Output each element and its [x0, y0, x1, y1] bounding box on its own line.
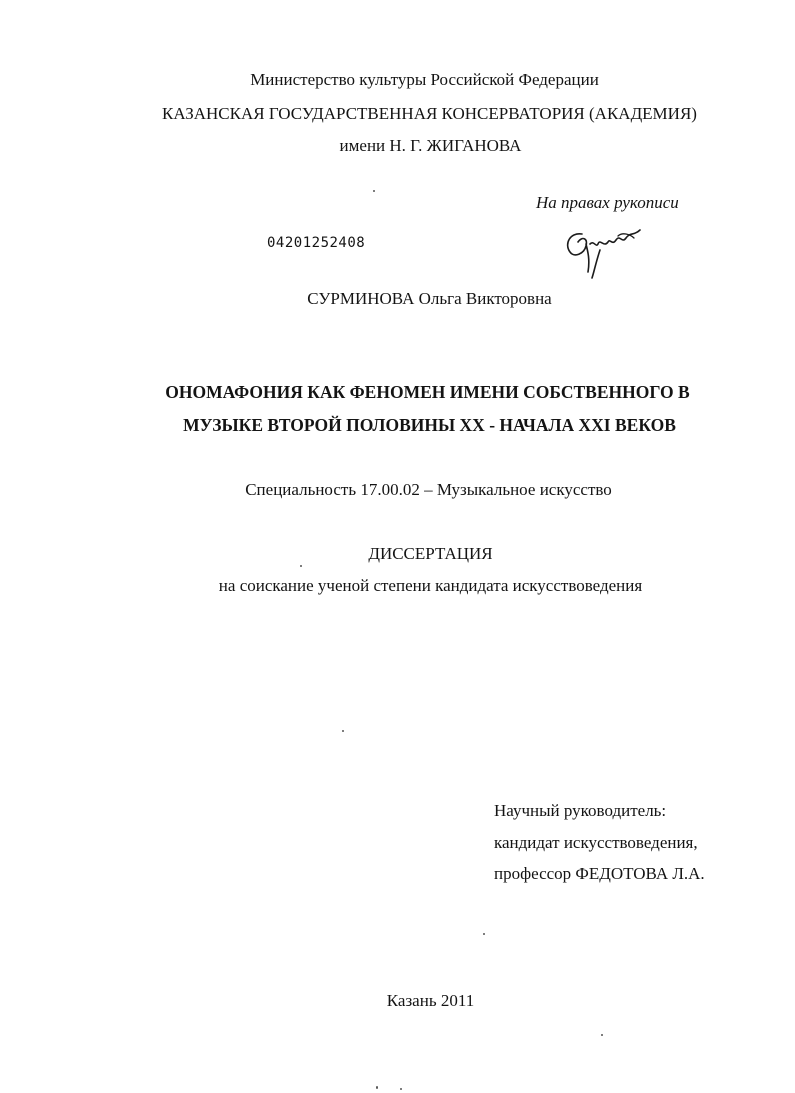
ministry-name: Министерство культуры Российской Федерации [250, 70, 599, 89]
scan-speck [483, 933, 485, 935]
named-after: имени Н. Г. ЖИГАНОВА [339, 136, 522, 155]
specialty: Специальность 17.00.02 – Музыкальное искусство [245, 480, 612, 499]
supervisor-label: Научный руководитель: [494, 801, 667, 820]
title-line-1: ОНОМАФОНИЯ КАК ФЕНОМЕН ИМЕНИ СОБСТВЕННОГО В [165, 382, 690, 402]
author-name: СУРМИНОВА Ольга Викторовна [307, 289, 552, 308]
scan-speck [373, 190, 375, 192]
document-type: ДИССЕРТАЦИЯ [368, 544, 493, 563]
scan-speck [300, 565, 302, 567]
scan-speck [376, 1086, 378, 1089]
scan-speck [400, 1088, 402, 1090]
title-line-2: МУЗЫКЕ ВТОРОЙ ПОЛОВИНЫ XX - НАЧАЛА XXI ВЕКОВ [183, 415, 676, 435]
signature-icon [560, 222, 650, 280]
manuscript-note: На правах рукописи [536, 193, 679, 212]
supervisor-name: профессор ФЕДОТОВА Л.А. [494, 864, 705, 883]
conservatory-name: КАЗАНСКАЯ ГОСУДАРСТВЕННАЯ КОНСЕРВАТОРИЯ (АКАДЕМИЯ) [162, 104, 697, 123]
city-year: Казань 2011 [386, 991, 475, 1010]
supervisor-degree: кандидат искусствоведения, [494, 833, 698, 852]
registry-number: 04201252408 [267, 235, 366, 251]
scan-speck [342, 730, 344, 732]
degree-sought: на соискание ученой степени кандидата искусствоведения [218, 576, 643, 595]
scan-speck [601, 1034, 603, 1036]
